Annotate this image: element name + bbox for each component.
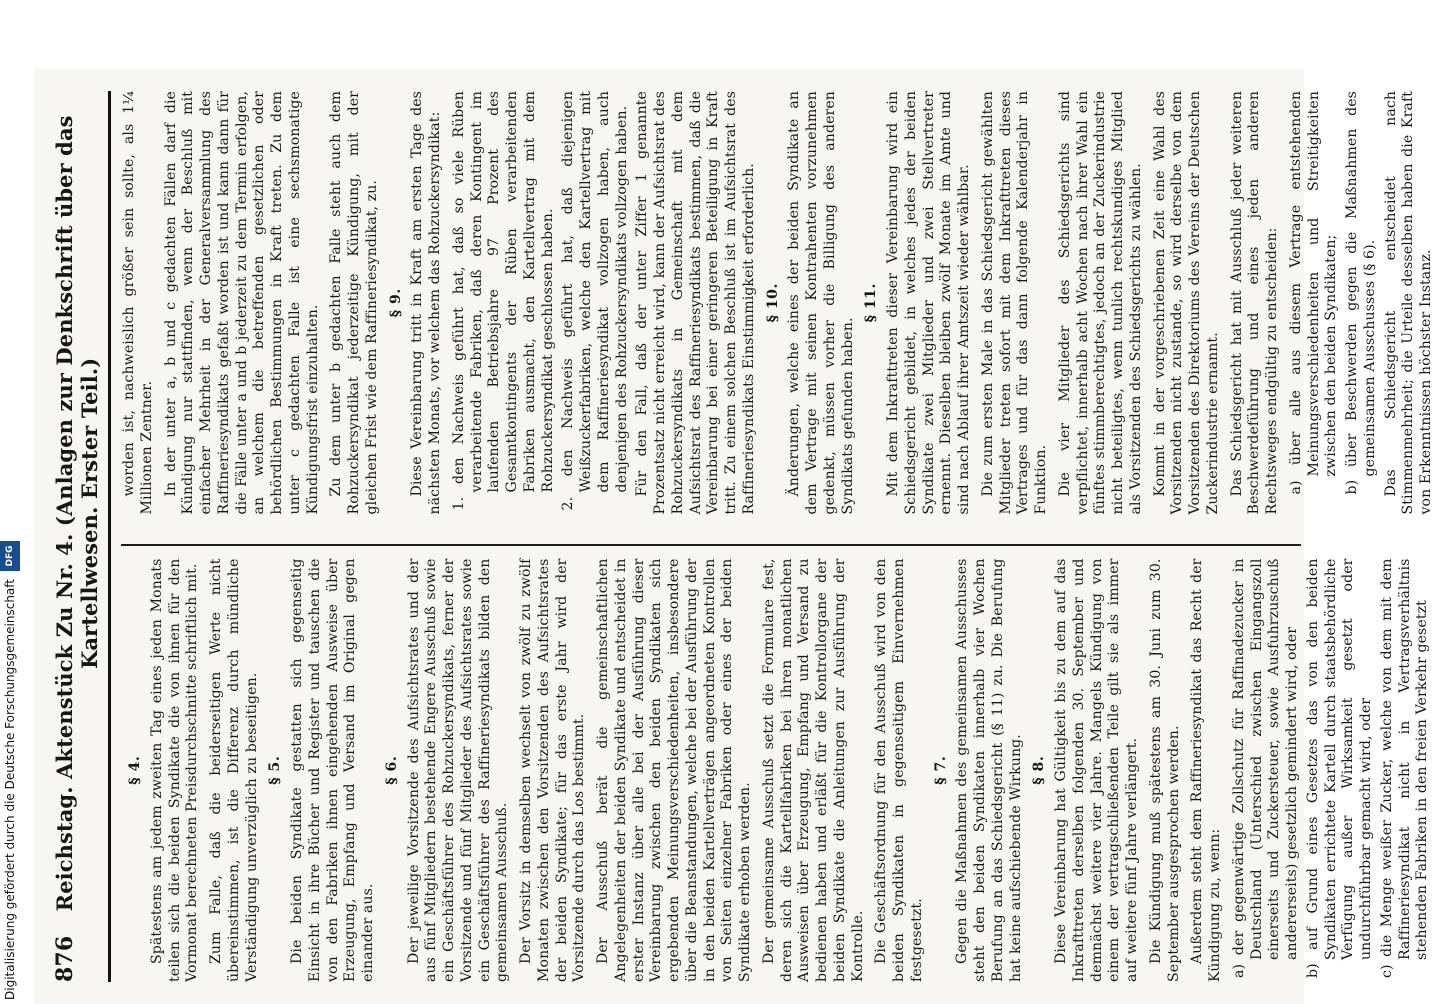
paragraph: Außerdem steht dem Raffineriesyndikat das Recht der Kündigung zu, wenn: bbox=[1189, 558, 1223, 982]
section-heading: § 4. bbox=[127, 755, 143, 785]
section-heading: § 10. bbox=[764, 283, 781, 323]
paragraph: Gegen die Maßnahmen des gemeinsamen Ausschusses steht den beiden Syndikaten innerhalb vier Wochen Berufung an das Schiedsgericht (§ 11) zu. Die Berufung hat keine aufschiebende Wirkung. bbox=[954, 558, 1024, 982]
paragraph: Zu dem unter b gedachten Falle steht auch dem Rohzuckersyndikat jederzeitige Kündigung, mit der gleichen Frist wie dem Raffineriesyndikat, zu. bbox=[328, 91, 380, 515]
paragraph: Die Kündigung muß spätestens am 30. Juni zum 30. September ausgesprochen werden. bbox=[1147, 558, 1182, 982]
page-number: 876 bbox=[52, 935, 78, 982]
running-head: Reichstag. Aktenstück Zu Nr. 4. (Anlagen zur Denkschrift über das Kartellwesen. Erster Teil.) bbox=[52, 115, 102, 912]
paragraph: Der Ausschuß berät die gemeinschaftlichen Angelegenheiten der beiden Syndikate und entscheidet in erster Instanz über alle bei der Ausführung dieser Vereinbarung zwischen den beiden Syndikaten sich ergebenden Meinungsverschiedenheiten, insbesondere über die Beanstandungen, welche bei der Ausführung der in den beiden Kartellverträgen angeordneten Kontrollen von Seiten einzelner Fabriken oder eines der beiden Syndikate erhoben werden. bbox=[595, 558, 753, 982]
section-heading: § 6. bbox=[383, 755, 400, 785]
rotated-document-page bbox=[34, 69, 1434, 1004]
list-item: 2. den Nachweis geführt hat, daß diejenigen Weißzuckerfabriken, welche den Kartellvertrag mit dem Raffineriesyndikat vollzogen haben, auch denjenigen des Rohzuckersyndikats vollzogen haben. bbox=[560, 91, 630, 511]
paragraph: In der unter a, b und c gedachten Fällen darf die Kündigung nur stattfinden, wenn der Beschluß mit einfacher Mehrheit in der Generalversammlung des Raffineriesyndikats gefaßt worden ist und kann dann für die Fälle unter a und b jederzeit zu dem Termin erfolgen, an welchem die betreffenden gesetzlichen oder behördlichen Bestimmungen in Kraft treten. Zu dem unter c gedachten Falle ist eine sechsmonatige Kündigungsfrist einzuhalten. bbox=[162, 91, 321, 515]
dfg-logo-icon: DFG bbox=[0, 541, 20, 571]
section-heading: § 9. bbox=[387, 288, 404, 318]
paragraph: Die Geschäftsordnung für den Ausschuß wird von den beiden Syndikaten in gegenseitigem Einvernehmen festgesetzt. bbox=[873, 558, 925, 982]
text-columns bbox=[121, 91, 1434, 982]
paragraph: Die vier Mitglieder des Schiedsgerichts sind verpflichtet, innerhalb acht Wochen nach ihrer Wahl ein fünftes stimmberechtigtes, jedoch an der Zuckerindustrie nicht beteiligtes, wenn tunlich rechtskundiges Mitglied als Vorsitzenden des Schiedsgerichts zu wählen. bbox=[1056, 91, 1144, 515]
section-heading: § 11. bbox=[863, 283, 880, 323]
list-item: b) auf Grund eines Gesetzes das von den beiden Syndikaten errichtete Kartell durch staatsbehördliche Verfügung außer Wirksamkeit gesetzt oder undurchführbar gemacht wird, oder bbox=[1304, 558, 1374, 978]
paragraph: Der gemeinsame Ausschuß setzt die Formulare fest, deren sich die Kartellfabriken bei ihren monatlichen Ausweisen über Erzeugung, Empfang und Versand zu bedienen haben und erläßt für die Kontrollorgane der beiden Syndikate die Anleitungen zur Ausführung der Kontrolle. bbox=[760, 558, 866, 982]
paragraph: Spätestens am jedem zweiten Tag eines jeden Monats teilen sich die beiden Syndikate die von ihnen für den Vormonat berechneten Preisdurchschnitte schriftlich mit. bbox=[148, 558, 201, 982]
paragraph: worden ist, nachweislich größer sein sollte, als 1¼ Millionen Zentner. bbox=[121, 91, 155, 515]
paragraph: Änderungen, welche eines der beiden Syndikate an dem Vertrage mit seinen Kontrahenten vorzunehmen gedenkt, müssen vorher die Billigung des anderen Syndikats gefunden haben. bbox=[786, 91, 856, 515]
paragraph: Der Vorsitz in demselben wechselt von zwölf zu zwölf Monaten zwischen den Vorsitzenden des Aufsichtsrates der beiden Syndikate; für das erste Jahr wird der Vorsitzende durch das Los bestimmt. bbox=[518, 558, 588, 982]
paragraph: Das Schiedsgericht hat mit Ausschluß jeder weiteren Beschwerdeführung und eines jeden anderen Rechtsweges endgültig zu entscheiden: bbox=[1228, 91, 1280, 515]
list-item: 1. den Nachweis geführt hat, daß so viele Rüben verarbeitende Fabriken, daß deren Kontingent im laufenden Betriebsjahre 97 Prozent des Gesamtkontingents der Rüben verarbeitenden Fabriken ausmacht, den Kartellvertrag mit dem Rohzuckersyndikat geschlossen haben. bbox=[450, 91, 556, 511]
section-heading: § 5. bbox=[267, 755, 284, 785]
right-column bbox=[121, 91, 1434, 527]
page-header bbox=[52, 91, 111, 982]
paragraph: Kommt in der vorgeschriebenen Zeit eine Wahl des Vorsitzenden nicht zustande, so wird derselbe von dem Vorsitzenden des Direktoriums des Vereins der Deutschen Zuckerindustrie ernannt. bbox=[1151, 91, 1221, 515]
section-heading: § 8. bbox=[1031, 755, 1048, 785]
paragraph: Mit dem Inkrafttreten dieser Vereinbarung wird ein Schiedsgericht gebildet, in welches jedes der beiden Syndikate zwei Mitglieder und zwei Stellvertreter ernennt. Dieselben bleiben zwölf Monate im Amte und sind nach Ablauf ihrer Amtszeit wieder wählbar. bbox=[885, 91, 972, 515]
paragraph: Das Schiedsgericht entscheidet nach Stimmenmehrheit; die Urteile desselben haben die Kraft von Erkenntnissen höchster Instanz. bbox=[1382, 91, 1434, 515]
paragraph: Diese Vereinbarung hat Gültigkeit bis zu dem auf das Inkrafttreten derselben folgenden 30. September und demnächst weitere vier Jahre. Mangels Kündigung von einem der vertragschließenden Teile gilt sie als immer auf weitere fünf Jahre verlängert. bbox=[1053, 558, 1140, 982]
paragraph: Die zum ersten Male in das Schiedsgericht gewählten Mitglieder treten sofort mit dem Inkrafttreten dieses Vertrages und für das dann folgende Kalenderjahr in Funktion. bbox=[979, 91, 1049, 515]
sub-list-item: b) über Beschwerden gegen die Maßnahmen des gemeinsamen Ausschusses (§ 6). bbox=[1344, 91, 1378, 495]
sub-list-item: a) über alle aus diesem Vertrage entstehenden Meinungsverschiedenheiten und Streitigkeiten zwischen den beiden Syndikaten; bbox=[1287, 91, 1340, 495]
left-column bbox=[121, 545, 1431, 983]
paragraph: Der jeweilige Vorsitzende des Aufsichtsrates und der aus fünf Mitgliedern bestehende Engere Ausschuß sowie ein Geschäftsführer des Rohzuckersyndikats, ferner der Vorsitzende und fünf Mitglieder des Aufsichtsrates sowie ein Geschäftsführer des Raffineriesyndikats bilden den gemeinsamen Ausschuß. bbox=[405, 558, 511, 982]
credit-text: Digitalisierung gefördert durch die Deutsche Forschungsgemeinschaft bbox=[3, 578, 17, 1000]
credit-line bbox=[0, 541, 20, 1000]
paragraph: Zum Falle, daß die beiderseitigen Werte nicht übereinstimmen, ist die Differenz durch mündliche Verständigung unverzüglich zu beseitigen. bbox=[208, 558, 260, 982]
paragraph: Die beiden Syndikate gestatten sich gegenseitig Einsicht in ihre Bücher und Register und tauschen die von den Fabriken ihnen eingehenden Ausweise über Erzeugung, Empfang und Versand im Original gegen einander aus. bbox=[289, 558, 376, 982]
section-heading: § 7. bbox=[932, 755, 949, 785]
list-item: c) die Menge weißer Zucker, welche von dem mit dem Raffineriesyndikat nicht in Vertragsverhältnis stehenden Fabriken in den freien Verkehr gesetzt bbox=[1378, 558, 1431, 978]
list-item: a) der gegenwärtige Zollschutz für Raffinadezucker in Deutschland (Unterschied zwischen Eingangszoll einerseits und Zuckersteuer, sowie Ausfuhrzuschuß andererseits) gesetzlich gemindert wird, oder bbox=[1230, 558, 1300, 978]
paragraph: Diese Vereinbarung tritt in Kraft am ersten Tage des nächsten Monats, vor welchem das Rohzuckersyndikat: bbox=[409, 91, 443, 515]
paragraph: Für den Fall, daß der unter Ziffer 1 genannte Prozentsatz nicht erreicht wird, kann der Aufsichtsrat des Rohzuckersyndikats in Gemeinschaft mit dem Aufsichtsrat des Raffineriesyndikats bestimmen, daß die Vereinbarung bei einer geringeren Beteiligung in Kraft tritt. Zu einem solchen Beschluß ist im Aufsichtsrat des Raffineriesyndikats Einstimmigkeit erforderlich. bbox=[634, 91, 757, 515]
